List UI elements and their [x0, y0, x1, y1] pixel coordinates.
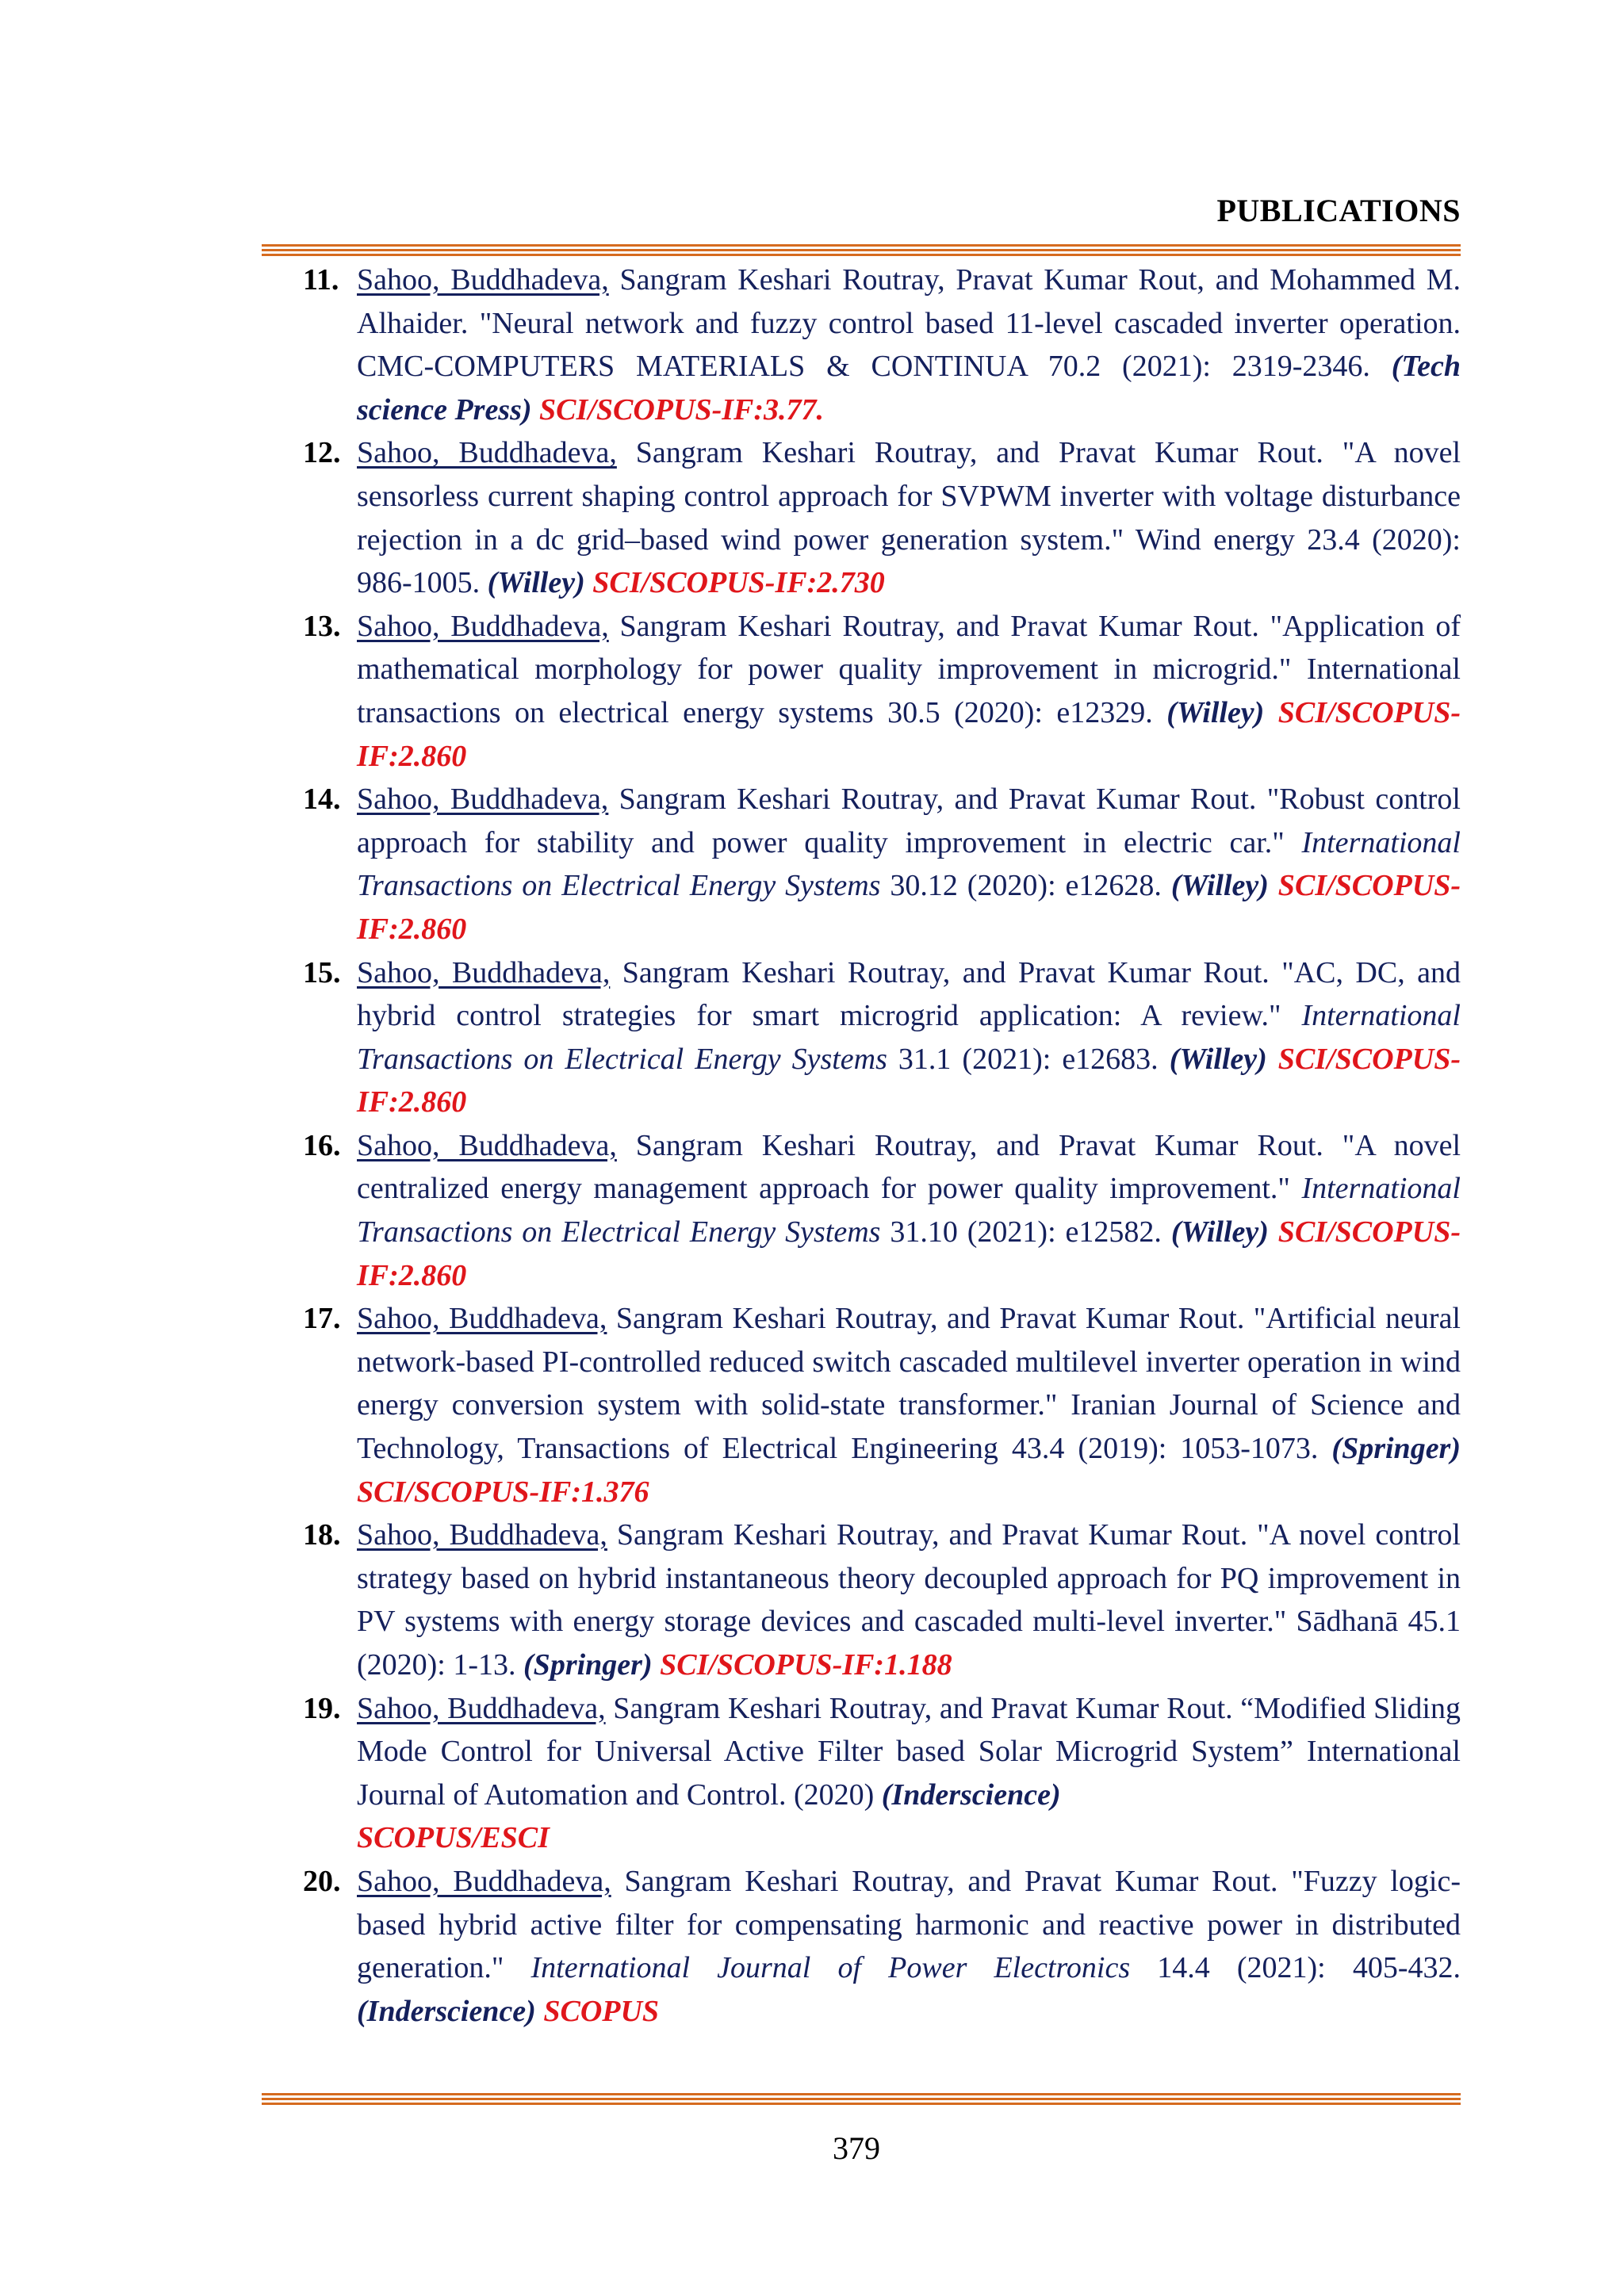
publication-index: SCI/SCOPUS-IF:2.860 [357, 1215, 1461, 1292]
publication-publisher: (Willey) [1170, 1215, 1269, 1249]
page-title: PUBLICATIONS [1216, 193, 1461, 228]
publication-publisher: (Willey) [1166, 695, 1265, 729]
publication-item [270, 778, 1461, 951]
publication-publisher: (Inderscience) [881, 1777, 1061, 1812]
publication-number: 20. [303, 1864, 341, 1898]
publication-publisher: (Springer) [523, 1648, 653, 1682]
publication-item [270, 258, 1461, 431]
publication-index: SCI/SCOPUS-IF:2.860 [357, 869, 1461, 946]
publication-index: SCI/SCOPUS-IF:2.730 [584, 566, 885, 600]
publication-journal: International Journal of Power Electronics [530, 1951, 1131, 1985]
publication-author: Sahoo, Buddhadeva, [357, 1302, 607, 1336]
publication-publisher: (Willey) [1169, 1042, 1267, 1076]
publication-details: 30.12 (2020): e12628. [880, 869, 1171, 903]
publication-text: Sangram Keshari Routray, and Pravat Kumar Rout. "Application of mathematical morphology for power quality improvement in microgrid." International transactions on electrical energy systems 30.5 (2020): e12329. [357, 609, 1461, 729]
publication-text: Sangram Keshari Routray, Pravat Kumar Rout, and Mohammed M. Alhaider. "Neural network and fuzzy control based 11-level cascaded inverter operation. CMC-COMPUTERS MATERIALS & CONTINUA 70.2 (2021): 2319-2346. [357, 263, 1461, 384]
publication-item [270, 1860, 1461, 2033]
publication-text: Sangram Keshari Routray, and Pravat Kumar Rout. "Artificial neural network-based PI-controlled reduced switch cascaded multilevel inverter operation in wind energy conversion system with solid-state transformer." Iranian Journal of Science and Technology, Transactions of Electrical Engineering 43.4 (2019): 1053-1073. [357, 1302, 1461, 1466]
publication-item [270, 1297, 1461, 1513]
publication-author: Sahoo, Buddhadeva, [357, 955, 611, 989]
publication-item [270, 431, 1461, 604]
publication-list [270, 258, 1461, 2033]
publication-details: 31.1 (2021): e12683. [887, 1042, 1170, 1076]
publication-text: Sangram Keshari Routray, and Pravat Kumar Rout. “Modified Sliding Mode Control for Universal Active Filter based Solar Microgrid System” International Journal of Automation and Control. (2020) [357, 1691, 1461, 1812]
publication-number: 15. [303, 955, 341, 989]
publication-publisher: (Springer) [1331, 1432, 1461, 1466]
publication-number: 14. [303, 783, 341, 817]
publication-number: 12. [303, 436, 341, 470]
publication-number: 16. [303, 1128, 341, 1162]
publication-publisher: (Willey) [487, 566, 585, 600]
publication-journal: International Transactions on Electrical Energy Systems [357, 825, 1461, 903]
publication-text: Sangram Keshari Routray, and Pravat Kumar Rout. "A novel centralized energy management approach for power quality improvement." [357, 1128, 1461, 1206]
publication-number: 19. [303, 1691, 341, 1725]
publication-author: Sahoo, Buddhadeva, [357, 263, 609, 297]
publication-text: Sangram Keshari Routray, and Pravat Kumar Rout. "Fuzzy logic-based hybrid active filter for compensating harmonic and reactive power in distributed generation." [357, 1864, 1461, 1985]
publication-number: 11. [303, 263, 339, 297]
publication-number: 18. [303, 1518, 341, 1552]
publication-index: SCI/SCOPUS-IF:3.77. [531, 392, 825, 427]
publication-text: Sangram Keshari Routray, and Pravat Kumar Rout. "A novel control strategy based on hybrid instantaneous theory decoupled approach for PQ improvement in PV systems with energy storage devices and cascaded multi-level inverter." Sādhanā 45.1 (2020): 1-13. [357, 1518, 1461, 1682]
publication-author: Sahoo, Buddhadeva, [357, 1518, 607, 1552]
publication-author: Sahoo, Buddhadeva, [357, 783, 609, 817]
publication-number: 13. [303, 609, 341, 643]
publication-publisher: (Willey) [1170, 869, 1269, 903]
publication-details: 31.10 (2021): e12582. [880, 1215, 1171, 1249]
publication-number: 17. [303, 1302, 341, 1336]
publication-item [270, 951, 1461, 1124]
header-divider [262, 244, 1461, 258]
publication-author: Sahoo, Buddhadeva, [357, 436, 617, 470]
publication-author: Sahoo, Buddhadeva, [357, 609, 609, 643]
publication-publisher: (Tech science Press) [357, 350, 1461, 427]
publication-author: Sahoo, Buddhadeva, [357, 1128, 617, 1162]
publication-index: SCOPUS/ESCI [357, 1821, 550, 1855]
publication-index: SCI/SCOPUS-IF:2.860 [357, 1042, 1461, 1119]
footer-divider [262, 2093, 1461, 2107]
publication-index: SCI/SCOPUS-IF:2.860 [357, 695, 1461, 773]
publication-author: Sahoo, Buddhadeva, [357, 1864, 611, 1898]
publication-author: Sahoo, Buddhadeva, [357, 1691, 606, 1725]
publication-item [270, 1124, 1461, 1297]
publication-text: Sangram Keshari Routray, and Pravat Kumar Rout. "AC, DC, and hybrid control strategies for smart microgrid application: A review." [357, 955, 1461, 1033]
publication-item [270, 1513, 1461, 1686]
publication-details: 14.4 (2021): 405-432. [1130, 1951, 1461, 1985]
publication-publisher: (Inderscience) [357, 1994, 536, 2028]
publication-item [270, 1687, 1461, 1860]
publication-journal: International Transactions on Electrical Energy Systems [357, 999, 1461, 1076]
publication-index: SCOPUS [535, 1994, 660, 2028]
publication-text: Sangram Keshari Routray, and Pravat Kumar Rout. "Robust control approach for stability and power quality improvement in electric car." [357, 783, 1461, 859]
publication-text: Sangram Keshari Routray, and Pravat Kumar Rout. "A novel sensorless current shaping control approach for SVPWM inverter with voltage disturbance rejection in a dc grid–based wind power generation system." Wind energy 23.4 (2020): 986-1005. [357, 436, 1461, 600]
publication-journal: International Transactions on Electrical Energy Systems [357, 1172, 1461, 1249]
publication-index: SCI/SCOPUS-IF:1.376 [357, 1475, 649, 1509]
publication-index: SCI/SCOPUS-IF:1.188 [652, 1648, 952, 1682]
page-number: 379 [833, 2130, 880, 2166]
publication-item [270, 605, 1461, 778]
